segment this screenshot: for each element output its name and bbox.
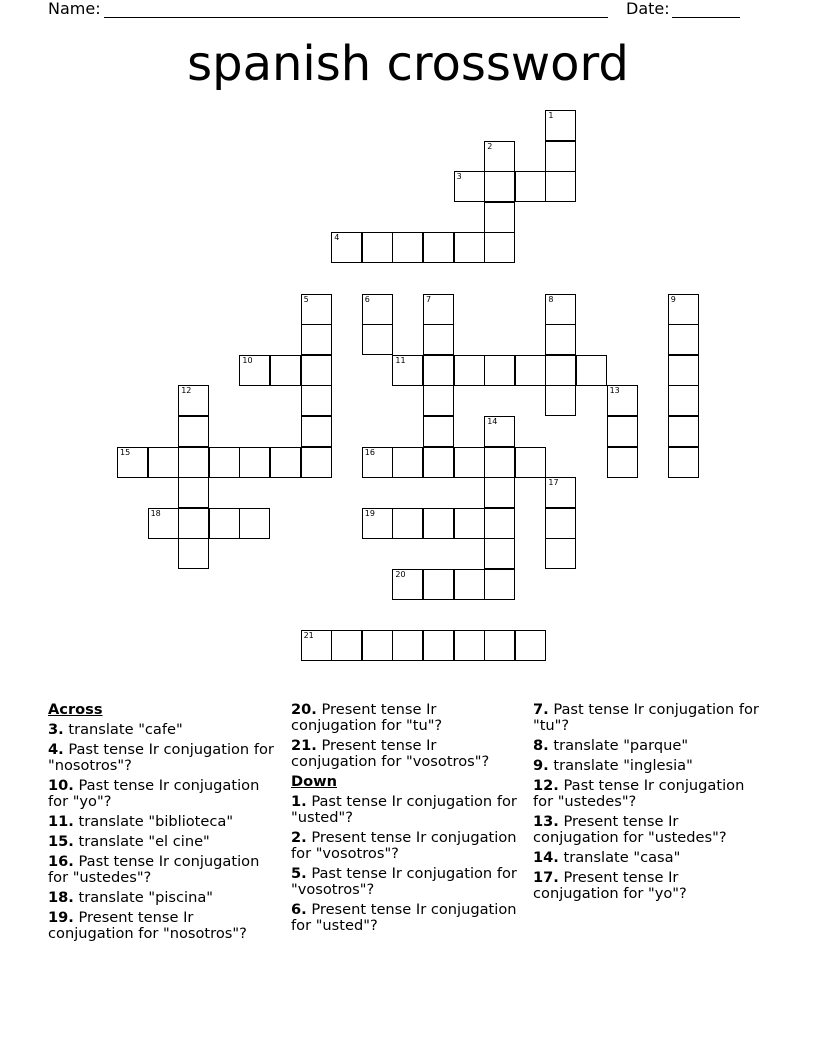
clue-item-text: translate "cafe" — [63, 721, 183, 738]
grid-cell[interactable] — [484, 447, 515, 478]
clue-item-number: 5. — [291, 865, 307, 882]
grid-cell[interactable] — [423, 355, 454, 386]
clue-item-number: 12. — [533, 777, 559, 794]
grid-cell[interactable] — [545, 508, 576, 539]
grid-cell[interactable] — [301, 355, 332, 386]
clue-number: 17 — [548, 478, 559, 488]
clue-item — [48, 890, 280, 906]
clue-item-text: Past tense Ir conjugation for "nosotros"? — [48, 741, 274, 774]
clue-number: 21 — [303, 631, 314, 641]
clue-number: 12 — [181, 386, 192, 396]
grid-cell[interactable] — [423, 385, 454, 416]
down-heading: Down — [291, 773, 338, 790]
down-clue-list-1 — [291, 794, 523, 934]
grid-cell[interactable] — [545, 141, 576, 172]
clue-item — [291, 902, 523, 934]
grid-cell[interactable] — [331, 232, 362, 263]
grid-cell[interactable] — [576, 355, 607, 386]
clue-number: 18 — [150, 508, 161, 518]
clue-item-number: 17. — [533, 869, 559, 886]
clue-item — [533, 814, 765, 846]
clue-item-number: 19. — [48, 909, 74, 926]
clue-number: 16 — [364, 447, 375, 457]
clue-item — [48, 854, 280, 886]
grid-cell[interactable] — [301, 324, 332, 355]
clue-item-text: Past tense Ir conjugation for "tu"? — [533, 701, 759, 734]
grid-cell[interactable] — [362, 447, 393, 478]
clue-item-text: Present tense Ir conjugation for "vosotros"? — [291, 829, 517, 862]
grid-cell[interactable] — [484, 171, 515, 202]
clue-item — [291, 794, 523, 826]
grid-cell[interactable] — [454, 447, 485, 478]
name-line[interactable] — [104, 17, 608, 18]
across-clue-list-1 — [48, 722, 280, 942]
grid-cell[interactable] — [301, 385, 332, 416]
clue-item-text: Present tense Ir conjugation for "vosotros"? — [291, 737, 490, 770]
grid-cell[interactable] — [362, 508, 393, 539]
clue-item — [533, 870, 765, 902]
grid-cell[interactable] — [301, 294, 332, 325]
clue-item-number: 13. — [533, 813, 559, 830]
clue-item-text: Past tense Ir conjugation for "ustedes"? — [533, 777, 745, 810]
grid-cell[interactable] — [423, 294, 454, 325]
grid-cell[interactable] — [239, 355, 270, 386]
grid-cell[interactable] — [423, 232, 454, 263]
clue-item — [48, 910, 280, 942]
grid-cell[interactable] — [301, 630, 332, 661]
grid-cell[interactable] — [362, 324, 393, 355]
grid-cell[interactable] — [239, 508, 270, 539]
clue-item — [533, 738, 765, 754]
clue-item-text: translate "piscina" — [73, 889, 213, 906]
clue-item-text: translate "biblioteca" — [73, 813, 234, 830]
clue-number: 4 — [334, 233, 340, 243]
grid-cell[interactable] — [454, 569, 485, 600]
clue-item-text: translate "casa" — [558, 849, 681, 866]
grid-cell[interactable] — [270, 355, 301, 386]
grid-cell[interactable] — [148, 447, 179, 478]
grid-cell[interactable] — [392, 508, 423, 539]
clue-number: 3 — [456, 172, 462, 182]
grid-cell[interactable] — [545, 355, 576, 386]
grid-cell[interactable] — [668, 324, 699, 355]
grid-cell[interactable] — [331, 630, 362, 661]
grid-cell[interactable] — [545, 324, 576, 355]
clue-item-number: 4. — [48, 741, 64, 758]
clue-number: 15 — [120, 447, 131, 457]
clue-number: 8 — [548, 294, 554, 304]
grid-cell[interactable] — [454, 355, 485, 386]
grid-cell[interactable] — [484, 232, 515, 263]
clue-item-number: 7. — [533, 701, 549, 718]
clue-item — [48, 834, 280, 850]
clue-item — [291, 866, 523, 898]
grid-cell[interactable] — [392, 232, 423, 263]
clue-item-number: 20. — [291, 701, 317, 718]
grid-cell[interactable] — [484, 141, 515, 172]
clue-item — [48, 722, 280, 738]
grid-cell[interactable] — [362, 294, 393, 325]
clue-number: 20 — [395, 570, 406, 579]
clue-number: 11 — [395, 355, 406, 365]
grid-cell[interactable] — [392, 569, 423, 600]
grid-cell[interactable] — [423, 324, 454, 355]
grid-cell[interactable] — [668, 447, 699, 478]
clue-item-text: Present tense Ir conjugation for "tu"? — [291, 701, 443, 734]
clue-item-number: 9. — [533, 757, 549, 774]
clue-number: 1 — [548, 111, 554, 120]
clue-number: 6 — [364, 294, 370, 304]
grid-cell[interactable] — [607, 385, 638, 416]
grid-cell[interactable] — [423, 416, 454, 447]
grid-cell[interactable] — [301, 416, 332, 447]
grid-cell[interactable] — [270, 447, 301, 478]
clue-item — [533, 778, 765, 810]
clue-item-text: Past tense Ir conjugation for "usted"? — [291, 793, 517, 826]
date-line[interactable] — [672, 17, 740, 18]
grid-cell[interactable] — [668, 385, 699, 416]
grid-cell[interactable] — [239, 447, 270, 478]
grid-cell[interactable] — [607, 416, 638, 447]
grid-cell[interactable] — [668, 294, 699, 325]
name-label: Name: — [48, 0, 101, 18]
grid-cell[interactable] — [392, 355, 423, 386]
grid-cell[interactable] — [668, 416, 699, 447]
grid-cell[interactable] — [454, 508, 485, 539]
grid-cell[interactable] — [117, 447, 148, 478]
clue-item-number: 11. — [48, 813, 74, 830]
grid-cell[interactable] — [545, 477, 576, 508]
grid-cell[interactable] — [484, 202, 515, 233]
grid-cell[interactable] — [484, 355, 515, 386]
clue-item — [291, 738, 523, 770]
clue-number: 2 — [487, 141, 493, 151]
clue-item-number: 21. — [291, 737, 317, 754]
page-title: spanish crossword — [187, 36, 629, 92]
grid-cell[interactable] — [668, 355, 699, 386]
grid-cell[interactable] — [545, 385, 576, 416]
grid-cell[interactable] — [148, 508, 179, 539]
clue-number: 5 — [303, 294, 309, 304]
grid-cell[interactable] — [362, 630, 393, 661]
grid-cell[interactable] — [484, 630, 515, 661]
clue-number: 10 — [242, 355, 253, 365]
date-label: Date: — [626, 0, 670, 18]
clue-item-text: Past tense Ir conjugation for "vosotros"? — [291, 865, 517, 898]
clues-column-1 — [48, 702, 280, 946]
across-heading: Across — [48, 701, 103, 718]
clue-item-text: Present tense Ir conjugation for "yo"? — [533, 869, 687, 902]
clue-item-number: 6. — [291, 901, 307, 918]
clue-item — [291, 702, 523, 734]
clue-item-text: Present tense Ir conjugation for "nosotros"? — [48, 909, 247, 942]
grid-cell[interactable] — [484, 477, 515, 508]
clue-item-text: Past tense Ir conjugation for "ustedes"? — [48, 853, 260, 886]
clue-number: 9 — [670, 294, 676, 304]
clue-item — [291, 830, 523, 862]
clue-item-number: 16. — [48, 853, 74, 870]
grid-cell[interactable] — [423, 508, 454, 539]
grid-cell[interactable] — [545, 171, 576, 202]
clue-item-number: 1. — [291, 793, 307, 810]
grid-cell[interactable] — [607, 447, 638, 478]
grid-cell[interactable] — [454, 232, 485, 263]
grid-cell[interactable] — [178, 416, 209, 447]
grid-cell[interactable] — [454, 171, 485, 202]
clue-item-number: 18. — [48, 889, 74, 906]
grid-cell[interactable] — [178, 477, 209, 508]
grid-cell[interactable] — [515, 447, 546, 478]
grid-cell[interactable] — [209, 447, 240, 478]
grid-cell[interactable] — [178, 538, 209, 569]
clue-item — [533, 850, 765, 866]
grid-cell[interactable] — [454, 630, 485, 661]
grid-cell[interactable] — [515, 630, 546, 661]
clue-item — [48, 742, 280, 774]
grid-cell[interactable] — [178, 508, 209, 539]
clue-number: 14 — [487, 417, 498, 426]
clue-item-number: 15. — [48, 833, 74, 850]
grid-cell[interactable] — [392, 630, 423, 661]
clue-item-number: 8. — [533, 737, 549, 754]
grid-cell[interactable] — [178, 385, 209, 416]
clue-item-text: Past tense Ir conjugation for "yo"? — [48, 777, 260, 810]
clue-number: 7 — [426, 294, 432, 304]
grid-cell[interactable] — [178, 447, 209, 478]
clue-number: 19 — [364, 508, 375, 518]
grid-cell[interactable] — [545, 294, 576, 325]
grid-cell[interactable] — [484, 508, 515, 539]
clue-item-number: 3. — [48, 721, 64, 738]
clue-item — [48, 778, 280, 810]
clue-item-text: translate "inglesia" — [548, 757, 693, 774]
grid-cell[interactable] — [545, 110, 576, 141]
grid-cell[interactable] — [423, 569, 454, 600]
grid-cell[interactable] — [423, 447, 454, 478]
grid-cell[interactable] — [484, 538, 515, 569]
clue-item — [533, 702, 765, 734]
clue-item-text: translate "parque" — [548, 737, 689, 754]
clue-item-number: 14. — [533, 849, 559, 866]
clue-item-text: translate "el cine" — [73, 833, 210, 850]
clues-column-3 — [533, 702, 765, 906]
grid-cell[interactable] — [515, 355, 546, 386]
grid-cell[interactable] — [484, 569, 515, 600]
grid-cell[interactable] — [209, 508, 240, 539]
grid-cell[interactable] — [392, 447, 423, 478]
grid-cell[interactable] — [515, 171, 546, 202]
clue-number: 13 — [609, 386, 620, 396]
clue-item-text: Present tense Ir conjugation for "usted"? — [291, 901, 517, 934]
grid-cell[interactable] — [301, 447, 332, 478]
clues-column-2 — [291, 702, 523, 938]
clue-item-number: 10. — [48, 777, 74, 794]
across-clue-list-2 — [291, 702, 523, 770]
clue-item-number: 2. — [291, 829, 307, 846]
clue-item — [533, 758, 765, 774]
grid-cell[interactable] — [362, 232, 393, 263]
clue-item-text: Present tense Ir conjugation for "ustedes"? — [533, 813, 727, 846]
clue-item — [48, 814, 280, 830]
grid-cell[interactable] — [423, 630, 454, 661]
down-clue-list-2 — [533, 702, 765, 902]
grid-cell[interactable] — [484, 416, 515, 447]
grid-cell[interactable] — [545, 538, 576, 569]
